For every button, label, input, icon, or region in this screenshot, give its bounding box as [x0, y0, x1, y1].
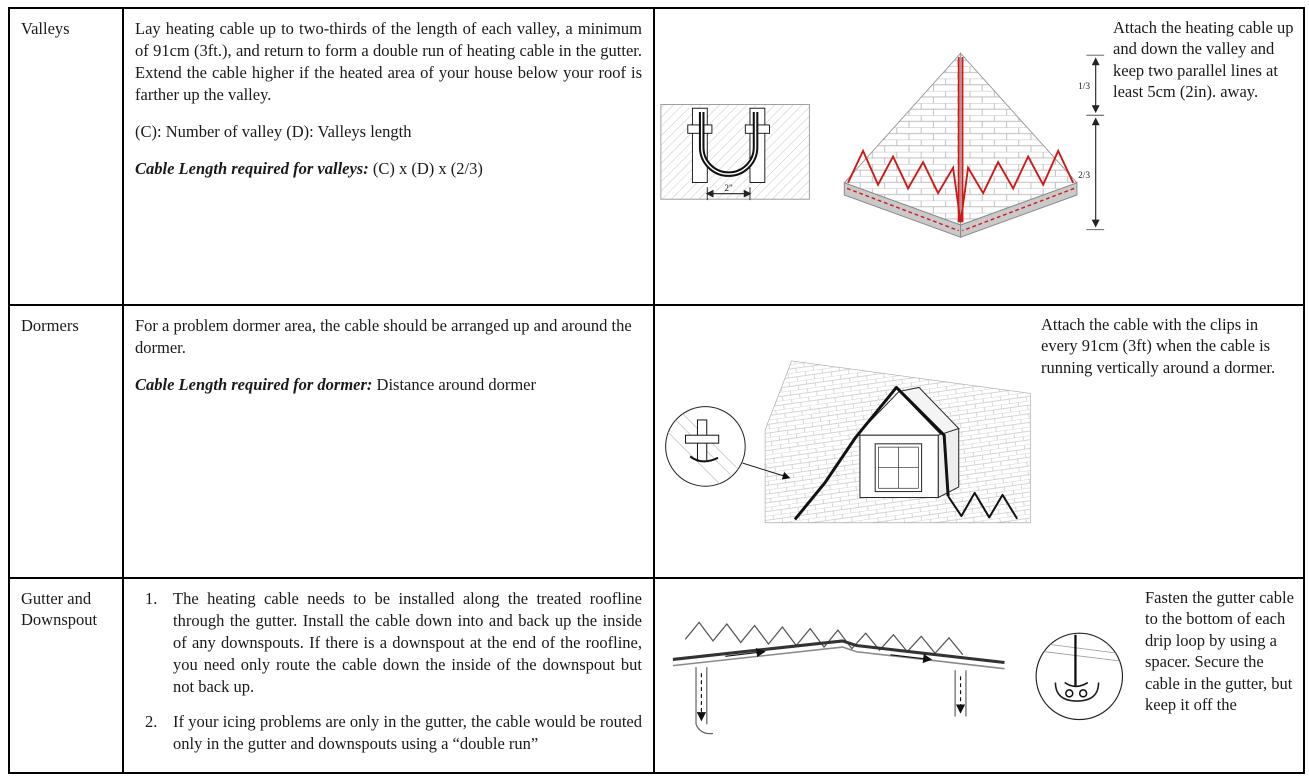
valleys-variables: (C): Number of valley (D): Valleys length: [135, 121, 412, 141]
gutter-instruction-list: [135, 588, 642, 755]
list-item-number: 2.: [145, 711, 158, 731]
one-third-dimension-label: 1/3: [1078, 81, 1091, 92]
list-item: [145, 588, 642, 698]
instruction-table: [8, 7, 1305, 774]
list-item: [145, 711, 642, 755]
row-label-text: Gutter and Downspout: [21, 589, 98, 630]
dormer-illustration: [659, 319, 1037, 564]
valleys-instructions: Lay heating cable up to two-thirds of the length of each valley, a minimum of 91cm (3ft.), and return to form a double run of heating cable in the gutter. Extend the cable higher if the heated area of your house below your roof is farther up the valley.: [135, 19, 642, 104]
dormers-figure: [659, 310, 1037, 573]
list-item-text: If your icing problems are only in the gutter, the cable would be routed only in the gutter and downspouts using a “double run”: [173, 711, 642, 753]
formula-value: Distance around dormer: [376, 374, 536, 394]
valleys-formula: [135, 158, 642, 180]
dormers-figure-cell: [655, 306, 1303, 577]
table-row-gutter-downspout: [10, 579, 1303, 772]
list-item-text: The heating cable needs to be installed along the treated roofline through the gutter. Install the cable down into and back up the inside of any downspouts. If there is a downspout at the end of the roofline, you need only route the cable down the inside of the downspout but not back up.: [173, 589, 642, 696]
valleys-figure-cell: [655, 9, 1303, 304]
two-thirds-dimension-label: 2/3: [1078, 170, 1091, 181]
valleys-text-cell: [124, 9, 655, 304]
row-label-text: Valleys: [21, 19, 70, 38]
dormers-note: Attach the cable with the clips in every 91cm (3ft) when the cable is running vertically around a dormer.: [1041, 315, 1276, 377]
dormers-instructions: For a problem dormer area, the cable should be arranged up and around the dormer.: [135, 316, 632, 357]
row-label-gutter-downspout: [10, 579, 124, 772]
list-item-number: 1.: [145, 589, 158, 608]
valley-roof-illustration: [818, 38, 1109, 276]
formula-label: Cable Length required for dormer:: [135, 374, 373, 394]
gutter-figure: [659, 583, 1141, 768]
gutter-downspout-illustration: [659, 592, 1141, 760]
row-label-valleys: [10, 9, 124, 304]
formula-label: Cable Length required for valleys:: [135, 158, 369, 178]
valleys-figure: [659, 13, 1109, 300]
gutter-text-cell: [124, 579, 655, 772]
valley-clip-detail-illustration: [659, 99, 812, 214]
table-row-dormers: [10, 306, 1303, 579]
row-label-text: Dormers: [21, 316, 79, 335]
table-row-valleys: [10, 9, 1303, 306]
row-label-dormers: [10, 306, 124, 577]
dormers-text-cell: [124, 306, 655, 577]
dormers-formula: [135, 374, 642, 396]
gutter-note: Fasten the gutter cable to the bottom of each drip loop by using a spacer. Secure the cable in the gutter, but keep it off the: [1145, 588, 1294, 715]
gap-dimension-label: 2": [724, 183, 733, 194]
valleys-note: Attach the heating cable up and down the valley and keep two parallel lines at least 5cm (2in). away.: [1113, 18, 1294, 102]
formula-value: (C) x (D) x (2/3): [372, 158, 483, 178]
gutter-figure-cell: [655, 579, 1303, 772]
